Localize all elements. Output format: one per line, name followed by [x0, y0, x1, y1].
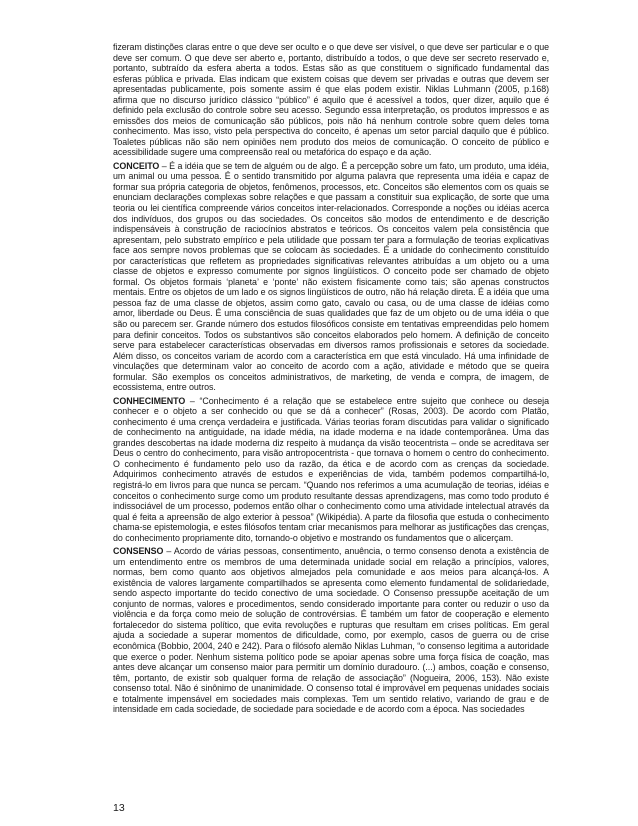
paragraph-consenso: [113, 546, 549, 715]
paragraph-text: – É a idéia que se tem de alguém ou de algo. É a percepção sobre um fato, um produto, uma idéia, um animal ou uma pessoa. É o sentido transmitido por alguma palavra que representa uma idéia e capaz de formar sua própria categoria de objetos, fenômenos, processos, etc. Conceitos são elementos com os quais se enunciam declarações complexas sobre relações e que passam a constituir sua explicação, de sorte que uma teoria ou lei científica compreende vários conceitos inter-relacionados. Corresponde a noções ou idéias acerca dos indivíduos, dos grupos ou das sociedades. Os conceitos são modos de entendimento e de descrição indispensáveis à construção de raciocínios abstratos e teóricos. Os conceitos valem pela consistência que apresentam, pelo substrato empírico e pela utilidade que possam ter para a formulação de teorias explicativas face aos sempre novos problemas que se colocam às sociedades. É a unidade do conhecimento constituído por características que refletem as propriedades significativas relevantes atribuídas a um objeto ou a uma classe de objetos e expresso comumente por signos lingüísticos. O conceito pode ser chamado de objeto formal. Os objetos formais ‘planeta’ e ‘ponte’ não existem fisicamente como tais; são apenas constructos mentais. Entre os objetos de um lado e os signos lingüísticos de outro, não há relação direta. É a idéia que uma pessoa faz de uma classe de objetos, assim como gato, cavalo ou casa, ou de uma classe de idéias como amor, liberdade ou Deus. É uma consciência de suas qualidades que faz de um objeto ou de uma idéia o que são ou parecem ser. Grande número dos estudos filosóficos consiste em tentativas empreendidas pelo homem para definir conceitos. Todos os substantivos são conceitos elaborados pelo homem. A definição de conceito serve para estabelecer características observadas em diversos ramos profissionais e setores da sociedade. Além disso, os conceitos variam de acordo com a característica em que está vinculado. Há uma infinidade de vinculações que determinam valor ao conceito de acordo com a ação, atividade e método que se queira formular. São exemplos os conceitos administrativos, de marketing, de venda e compra, de imagem, de ecossistema, entre outros.: [113, 160, 549, 393]
page-number: 13: [113, 802, 125, 814]
paragraph-text: fizeram distinções claras entre o que deve ser oculto e o que deve ser visível, o que deve ser particular e o que deve ser comum. O que deve ser aberto e, portanto, distribuído a todos, o que deve ser secreto reservado e, portanto, subtraído da esfera aberta a todos. Estas são as que constituem o significado fundamental das esferas pública e privada. Elas indicam que existem coisas que devem ser privadas e outras que devem ser apresentadas publicamente, pois somente assim é que elas podem existir. Niklas Luhmann (2005, p.168) afirma que no discurso jurídico clássico “público” é aquilo que é acessível a todos, quer dizer, aquilo que é definido pela exclusão do controle sobre seu acesso. Segundo essa interpretação, os produtos impressos e as emissões dos meios de comunicação são públicos, pois não há nenhum controle sobre quem deles toma conhecimento. Mas isso, visto pela perspectiva do conceito, é apenas um setor parcial daquilo que é público. Toaletes públicas não são nem opiniões nem produto dos meios de comunicação. O conceito de público e acessibilidade sugere uma compreensão real ou metafórica do espaço e da ação.: [113, 42, 549, 158]
term-heading: CONCEITO: [113, 160, 160, 171]
term-heading: CONHECIMENTO: [113, 395, 186, 406]
paragraph-esferas-publica-privada: [113, 42, 549, 158]
paragraph-conceito: [113, 161, 549, 393]
paragraph-conhecimento: [113, 396, 549, 544]
body-text: [113, 42, 549, 718]
paragraph-text: – Acordo de várias pessoas, consentimento, anuência, o termo consenso denota a existência de um entendimento entre os membros de uma determinada unidade social em relação a princípios, valores, normas, bem como quanto aos objetivos almejados pela comunidade e aos meios para alcançá-los. A existência de valores largamente compartilhados se apresenta como elemento fundamental de solidariedade, sendo aspecto importante do tecido conectivo de uma sociedade. O Consenso pressupõe aceitação de um conjunto de normas, valores e procedimentos, sendo considerado importante para conter ou reduzir o uso da violência e da força como meio de solução de controvérsias. É também um fator de cooperação e elemento fortalecedor do sistema político, que evita revoluções e rupturas que resultam em crises políticas. Em geral ajuda a sociedade a superar momentos de dificuldade, como, por exemplo, casos de guerra ou de crise econômica (Bobbio, 2004, 240 e 242). Para o filósofo alemão Niklas Luhman, “o consenso legitima a autoridade que exerce o poder. Nenhum sistema político pode se apoiar apenas sobre uma força física de coação, mas antes deve alcançar um consenso maior para permitir um domínio duradouro. (...) ambos, coação e consenso, têm, portanto, de existir sob qualquer forma de relação de associação” (Nogueira, 2006, 153). Não existe consenso total. Não é sinônimo de unanimidade. O consenso total é improvável em pequenas unidades sociais e totalmente impensável em sociedades mais complexas. Tem um sentido relativo, variando de grau e de intensidade em cada sociedade, de sociedade para sociedade e de acordo com a época. Nas sociedades: [113, 546, 549, 715]
term-heading: CONSENSO: [113, 546, 164, 557]
paragraph-text: – “Conhecimento é a relação que se estabelece entre sujeito que conhece ou deseja conhecer e o objeto a ser conhecido ou que se dá a conhecer” (Rosas, 2003). De acordo com Platão, conhecimento é uma crença verdadeira e justificada. Várias teorias foram discutidas para validar o significado de conhecimento na antiguidade, na idade média, na idade moderna e na idade contemporânea. Uma das grandes descobertas na idade moderna diz respeito à mudança da visão teocentrista – onde se acreditava ser Deus o centro do conhecimento, para visão antropocentrista - que tornava o homem o centro do conhecimento. O conhecimento é fundamento pelo uso da razão, da ética e de acordo com as crenças da sociedade. Adquirimos conhecimento através de estudos e experiências de vida, também podemos compartilhá-lo, registrá-lo em livros para que nunca se percam. “Quando nos referimos a uma acumulação de teorias, idéias e conceitos o conhecimento surge como um produto resultante dessas aprendizagens, mas como todo produto é indissociável de um processo, podemos então olhar o conhecimento como uma atividade intelectual através da qual é feita a apreensão de algo exterior à pessoa” (Wikipédia). A parte da filosofia que estuda o conhecimento chama-se epistemologia, e estes filósofos tentam criar mecanismos para melhorar as justificações das crenças, do conhecimento propriamente dito, tornando-o objetivo e mostrando os fundamentos que o alicerçam.: [113, 395, 549, 543]
